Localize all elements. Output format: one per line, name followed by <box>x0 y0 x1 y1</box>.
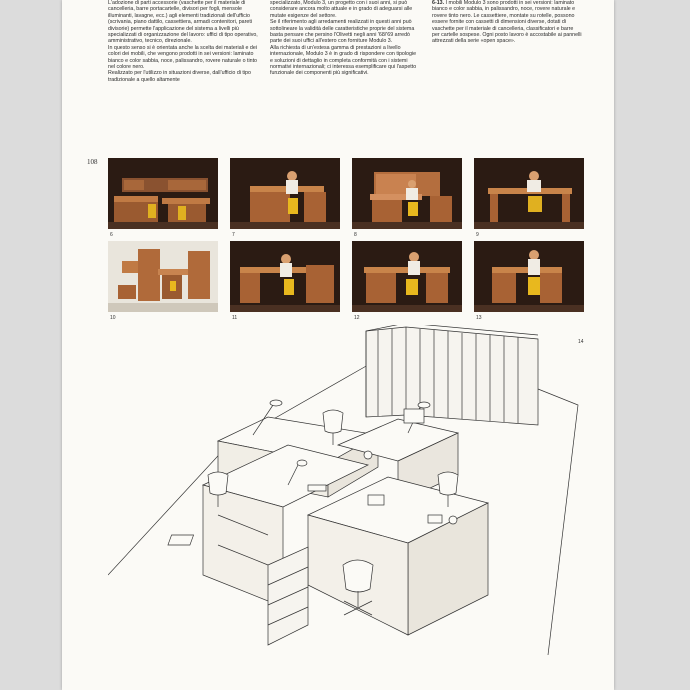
caption-11: 11 <box>232 315 238 321</box>
photo-12 <box>352 241 462 312</box>
text-column-2: specializzato, Modulo 3, un progetto con i suoi anni, si può considerare ancora molto attuale e in grado di adeguarsi alle mutate esigenze del settore. Se il riferimento agli arredamenti realizzati in questi anni può sottolineare la validità delle caratteristiche proprie del sistema basta pensare che persino l'Olivetti negli anni '68/'69 arredò parte dei suoi uffici all'estero con forniture Modulo 3. Alla richiesta di un'estesa gamma di prestazioni a livello internazionale, Modulo 3 è in grado di rispondere con tipologie e soluzioni di dettaglio in completa conformità con i sistemi normativi internazionali; ci interessa esemplificare qui l'aspetto funzionale dei componenti più significativi. <box>270 0 417 77</box>
text-column-1: L'adozione di parti accessorie (vaschette per il materiale di cancelleria, barre portacartelle, divisori per fogli, mensole illuminanti, lavagne, ecc.) agli elementi tradizionali dell'ufficio (scrivania, piano dattilo, cassettiera, armadi contenitori, pareti divisorie) permette l'applicazione del sistema a livelli più specializzati di organizzazione del lavoro: uffici di tipo operativo, amministrativo, tecnico, direzionale. In questo senso si è orientata anche la scelta dei materiali e dei colori dei mobili, che vengono prodotti in sei versioni: laminato bianco e color sabbia, noce, palissandro, rovere naturale o tinto nel colore nero. Realizzato per l'utilizzo in situazioni diverse, dall'ufficio di tipo tradizionale a quello altamente <box>108 0 258 83</box>
caption-8: 8 <box>354 232 357 238</box>
caption-9: 9 <box>476 232 479 238</box>
caption-text: I mobili Modulo 3 sono prodotti in sei versioni: laminato bianco e color sabbia, in palissandro, noce, rovere naturale e rovere tinto nero. Le cassettiere, montate su rotelle, possono essere fornite con cassetti di dimensioni diverse, dotati di vaschette per il materiale di cancelleria, classificatori e barre per cartelle sospese. Ogni posto lavoro è accostabile ai pannelli attrezzati della serie «open space». <box>432 0 582 45</box>
photo-13 <box>474 241 584 312</box>
photo-7 <box>230 158 340 229</box>
photo-6 <box>108 158 218 229</box>
photo-9 <box>474 158 584 229</box>
figure-14-label: 14 <box>578 339 584 345</box>
caption-7: 7 <box>232 232 235 238</box>
caption-12: 12 <box>354 315 360 321</box>
caption-13: 13 <box>476 315 482 321</box>
caption-6: 6 <box>110 232 113 238</box>
caption-10: 10 <box>110 315 116 321</box>
photo-10 <box>108 241 218 312</box>
caption-lead: 6-13. <box>432 0 445 6</box>
office-layout-drawing <box>108 325 588 690</box>
text-column-3 <box>432 0 582 45</box>
photo-8 <box>352 158 462 229</box>
photo-11 <box>230 241 340 312</box>
page-number: 108 <box>87 158 98 166</box>
